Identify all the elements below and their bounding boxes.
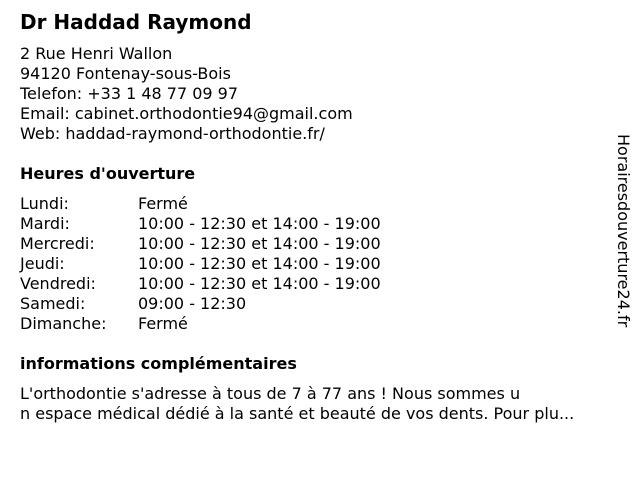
hours-row-thursday <box>20 254 381 274</box>
web-line: Web: haddad-raymond-orthodontie.fr/ <box>20 124 325 143</box>
additional-info-text <box>20 384 574 424</box>
opening-hours-table <box>20 194 381 334</box>
time-value: Fermé <box>138 194 188 213</box>
hours-row-friday <box>20 274 381 294</box>
hours-row-sunday <box>20 314 381 334</box>
day-label: Samedi: <box>20 294 86 313</box>
day-label: Lundi: <box>20 194 69 213</box>
time-value: 10:00 - 12:30 et 14:00 - 19:00 <box>138 234 381 253</box>
info-line-1: L'orthodontie s'adresse à tous de 7 à 77 ans ! Nous sommes u <box>20 384 521 403</box>
hours-row-monday <box>20 194 381 214</box>
info-line-2: n espace médical dédié à la santé et beauté de vos dents. Pour plu... <box>20 404 575 423</box>
time-value: 10:00 - 12:30 et 14:00 - 19:00 <box>138 274 381 293</box>
day-label: Jeudi: <box>20 254 65 273</box>
site-watermark: Horairesdouverture24.fr <box>614 134 633 328</box>
hours-row-tuesday <box>20 214 381 234</box>
opening-hours-heading: Heures d'ouverture <box>20 164 196 183</box>
contact-block <box>20 44 353 144</box>
additional-info-heading: informations complémentaires <box>20 354 297 373</box>
time-value: 10:00 - 12:30 et 14:00 - 19:00 <box>138 254 381 273</box>
day-label: Dimanche: <box>20 314 107 333</box>
time-value: 09:00 - 12:30 <box>138 294 247 313</box>
time-value: 10:00 - 12:30 et 14:00 - 19:00 <box>138 214 381 233</box>
hours-row-wednesday <box>20 234 381 254</box>
hours-row-saturday <box>20 294 381 314</box>
phone-line: Telefon: +33 1 48 77 09 97 <box>20 84 239 103</box>
page-title: Dr Haddad Raymond <box>20 10 252 34</box>
email-line: Email: cabinet.orthodontie94@gmail.com <box>20 104 353 123</box>
address-city: 94120 Fontenay-sous-Bois <box>20 64 231 83</box>
day-label: Mardi: <box>20 214 70 233</box>
day-label: Vendredi: <box>20 274 96 293</box>
day-label: Mercredi: <box>20 234 95 253</box>
address-street: 2 Rue Henri Wallon <box>20 44 173 63</box>
time-value: Fermé <box>138 314 188 333</box>
